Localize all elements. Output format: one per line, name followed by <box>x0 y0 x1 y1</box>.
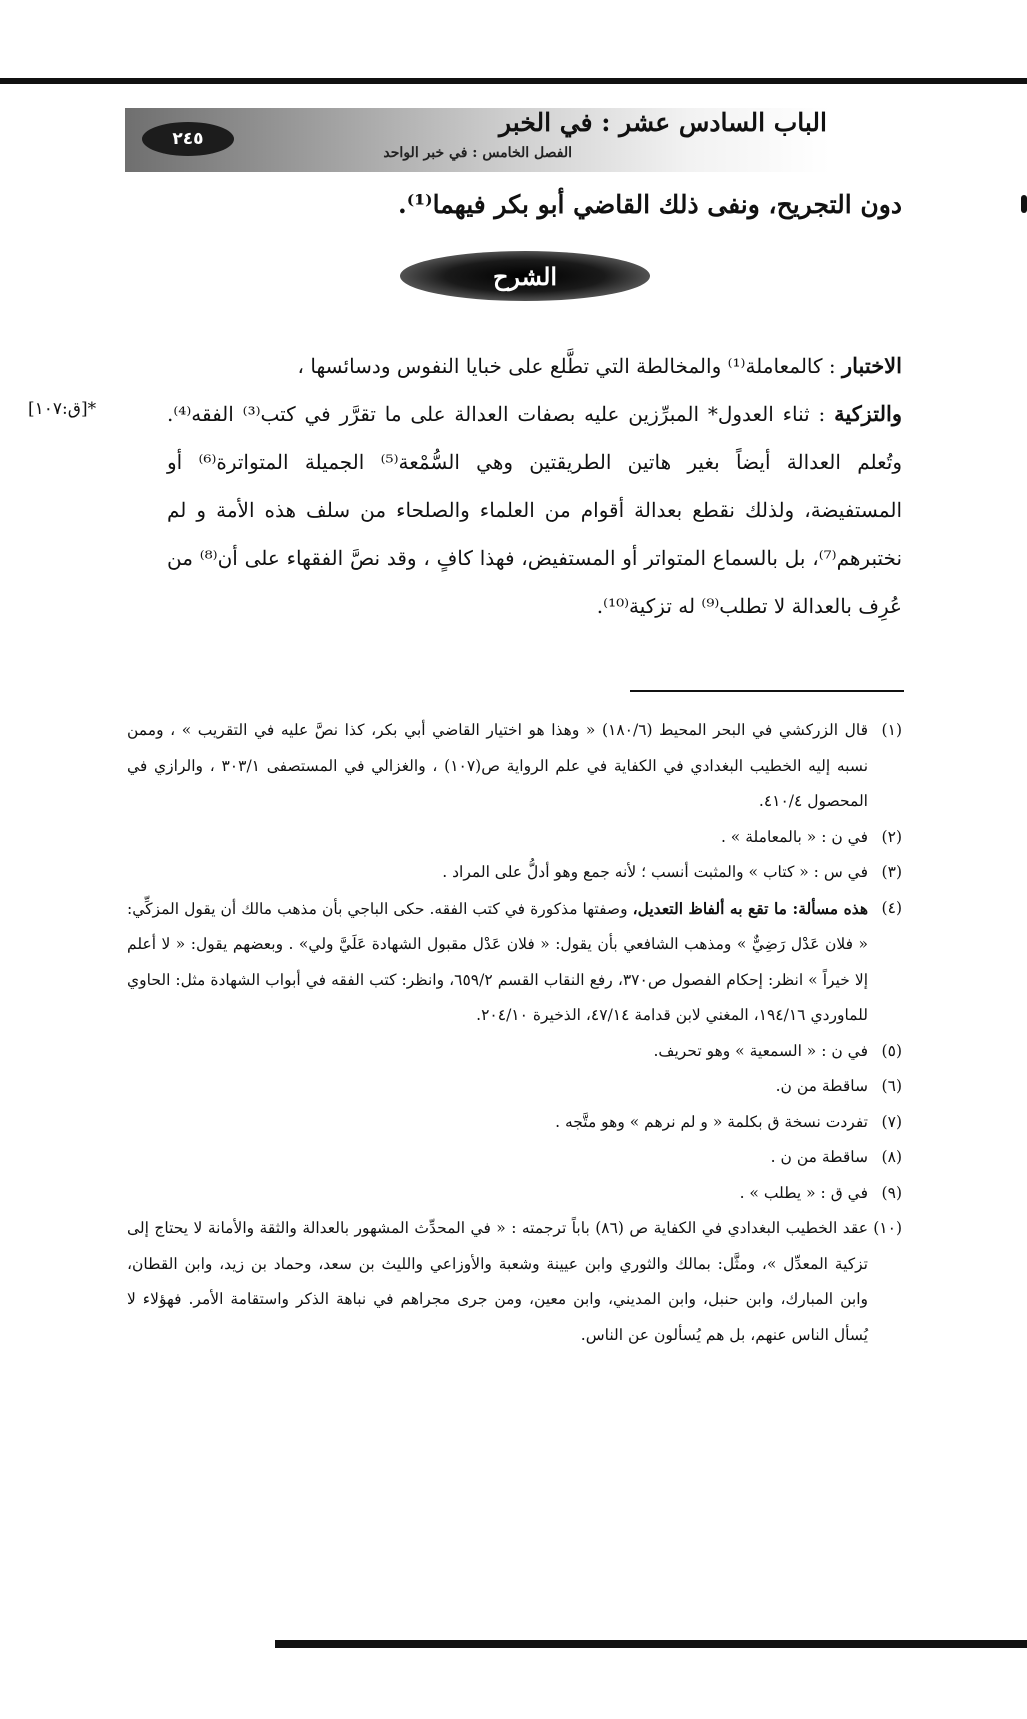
footnote-number: (٦) <box>881 1077 902 1095</box>
footnote-text: في ق : « يطلب » . <box>739 1183 868 1202</box>
footnote-text: تفردت نسخة ق بكلمة « و لم نرهم » وهو متَّجه . <box>555 1112 868 1131</box>
footnote-text: ساقطة من ن . <box>770 1148 868 1166</box>
footnote-separator <box>630 690 904 692</box>
text-tazkiya: : ثناء العدول* المبرِّزين عليه بصفات العدالة على ما تقرَّر في كتب⁽³⁾ الفقه⁽⁴⁾. وتُعلم العدالة أيضاً بغير هاتين الطريقتين وهي السُّمْعة⁽⁵⁾ الجميلة المتواترة⁽⁶⁾ أو المستفيضة، ولذلك نقطع بعدالة أقوام من العلماء والصلحاء من سلف هذه الأمة و لم نختبرهم⁽⁷⁾، بل بالسماع المتواتر أو المستفيض، فهذا كافٍ ، وقد نصَّ الفقهاء على أن⁽⁸⁾ من عُرِف بالعدالة لا تطلب⁽⁹⁾ له تزكية⁽¹⁰⁾. <box>167 402 903 618</box>
footnote <box>127 1069 902 1105</box>
footnote-text: عقد الخطيب البغدادي في الكفاية ص (٨٦) باباً ترجمته : « في المحدِّث المشهور بالعدالة والثقة والأمانة لا يحتاج إلى تزكية المعدِّل »، ومثَّل: بمالك والثوري وابن عيينة وشعبة والأوزاعي والليث بن سعد، وحماد بن زيد، وابن القطان، وابن المبارك، وابن حنبل، وابن المديني، وابن معين، ومن جرى مجراهم في نباهة الذكر واستقامة الأمر. فهؤلاء لا يُسأل الناس عنهم، بل هم يُسألون عن الناس. <box>127 1219 868 1344</box>
top-rule <box>0 78 1027 84</box>
text-ikhtibar: : كالمعاملة⁽¹⁾ والمخالطة التي تطَّلع على خبايا النفوس ودسائسها ، <box>297 354 842 378</box>
footnote <box>127 713 902 820</box>
footnote-number: (١٠) <box>873 1219 902 1237</box>
footnote-number: (٩) <box>881 1183 902 1202</box>
footnote-number: (٧) <box>881 1112 902 1131</box>
sharh-heading <box>400 251 650 301</box>
footnote <box>127 820 902 856</box>
section-title: الفصل الخامس : في خبر الواحد <box>383 145 572 161</box>
page-number: ٢٤٥ <box>172 129 204 149</box>
sharh-label: الشرح <box>492 261 558 291</box>
term-ikhtibar: الاختبار <box>841 353 902 378</box>
commentary-body <box>167 342 902 630</box>
footnotes <box>127 713 902 1353</box>
term-tazkiya: والتزكية <box>834 401 902 426</box>
footnote <box>127 1105 902 1141</box>
footnote <box>127 1176 902 1212</box>
footnote-text: في س : « كتاب » والمثبت أنسب ؛ لأنه جمع وهو أدلُّ على المراد . <box>442 863 868 881</box>
page-number-badge <box>142 122 234 156</box>
footnote-number: (١) <box>881 721 902 739</box>
bottom-rule <box>275 1640 1027 1648</box>
intro-line: دون التجريح، ونفى ذلك القاضي أبو بكر فيهما⁽¹⁾. <box>398 190 902 219</box>
footnote <box>127 1211 902 1353</box>
footnote <box>127 1140 902 1176</box>
footnote-text: في ن : « السمعية » وهو تحريف. <box>653 1041 868 1060</box>
manuscript-margin-note: *[ق:١٠٧] <box>28 399 97 419</box>
footnote-number: (٤) <box>881 898 902 917</box>
footnote <box>127 855 902 891</box>
chapter-title: الباب السادس عشر : في الخبر <box>499 108 827 137</box>
footnote-text: ساقطة من ن. <box>775 1077 868 1095</box>
footnote-text: قال الزركشي في البحر المحيط (١٨٠/٦) « وهذا هو اختيار القاضي أبي بكر، كذا نصَّ عليه في التقريب » ، وممن نسبه إليه الخطيب البغدادي في الكفاية في علم الرواية ص(١٠٧) ، والغزالي في المستصفى ٣٠٣/١ ، والرازي في المحصول ٤١٠/٤. <box>127 721 869 810</box>
footnote-number: (٨) <box>881 1148 902 1166</box>
footnote-bold-heading: هذه مسألة: ما تقع به ألفاظ التعديل، <box>632 898 869 918</box>
footnote <box>127 891 902 1034</box>
footnote-number: (٥) <box>881 1041 902 1060</box>
footnote-text: في ن : « بالمعاملة » . <box>720 827 868 846</box>
footnote-number: (٣) <box>881 863 902 881</box>
footnote-text: وصفتها مذكورة في كتب الفقه. حكى الباجي بأن مذهب مالك أن يقول المزكِّي: « فلان عَدْل رَضِيٌّ » ومذهب الشافعي بأن يقول: « فلان عَدْل مقبول الشهادة عَلَيَّ ولي» . وبعضهم يقول: « لا أعلم إلا خيراً » انظر: إحكام الفصول ص٣٧٠، رفع النقاب القسم ٦٥٩/٢، وانظر: كتب الفقه في أبواب الشهادة مثل: الحاوي للماوردي ١٩٤/١٦، المغني لابن قدامة ٤٧/١٤، الذخيرة ٢٠٤/١٠. <box>127 899 868 1024</box>
paragraph-tazkiya <box>167 390 902 630</box>
footnote <box>127 1034 902 1070</box>
footnote-number: (٢) <box>881 827 902 846</box>
page-edge-mark <box>1021 195 1027 213</box>
paragraph-ikhtibar <box>167 342 902 390</box>
